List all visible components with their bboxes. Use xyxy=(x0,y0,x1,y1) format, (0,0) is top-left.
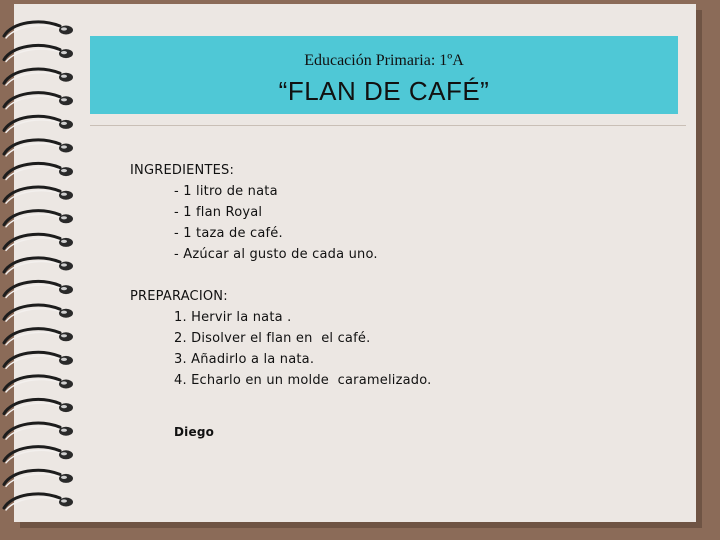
ingredient-item: - 1 flan Royal xyxy=(174,205,263,220)
spiral-ring-icon xyxy=(4,46,73,62)
author-name: Diego xyxy=(174,425,215,439)
spiral-ring-icon xyxy=(4,116,73,132)
spiral-ring-icon xyxy=(4,187,73,203)
ingredients-heading: INGREDIENTES: xyxy=(130,163,235,178)
title-banner xyxy=(90,36,678,114)
preparation-step: 2. Disolver el flan en el café. xyxy=(174,331,371,346)
spiral-ring-icon xyxy=(4,140,73,156)
preparation-step: 3. Añadirlo a la nata. xyxy=(174,352,315,367)
spiral-ring-icon xyxy=(4,376,73,392)
spiral-ring-icon xyxy=(4,69,73,85)
spiral-ring-icon xyxy=(4,447,73,463)
spiral-ring-icon xyxy=(4,211,73,227)
section-gap xyxy=(130,265,431,286)
spiral-ring-icon xyxy=(4,470,73,486)
spiral-ring-icon xyxy=(4,234,73,250)
class-subtitle: Educación Primaria: 1ºA xyxy=(304,52,464,69)
preparation-step: 1. Hervir la nata . xyxy=(174,310,292,325)
spiral-ring-icon xyxy=(4,22,73,38)
ingredient-item: - 1 litro de nata xyxy=(174,184,278,199)
spiral-ring-icon xyxy=(4,305,73,321)
spiral-ring-icon xyxy=(4,164,73,180)
ingredient-item: - Azúcar al gusto de cada uno. xyxy=(174,247,378,262)
spiral-ring-icon xyxy=(4,352,73,368)
preparation-step: 4. Echarlo en un molde caramelizado. xyxy=(174,373,432,388)
spiral-ring-icon xyxy=(4,400,73,416)
recipe-title: “FLAN DE CAFÉ” xyxy=(278,76,490,106)
spiral-ring-icon xyxy=(4,423,73,439)
spiral-ring-icon xyxy=(4,282,73,298)
spiral-ring-icon xyxy=(4,258,73,274)
ingredient-item: - 1 taza de café. xyxy=(174,226,283,241)
preparation-heading: PREPARACION: xyxy=(130,289,228,304)
divider xyxy=(90,125,686,126)
spiral-ring-icon xyxy=(4,93,73,109)
section-gap xyxy=(130,391,431,412)
spiral-ring-icon xyxy=(4,329,73,345)
spiral-ring-icon xyxy=(4,494,73,510)
spiral-binding-icon xyxy=(0,0,90,540)
recipe-body xyxy=(130,160,431,443)
